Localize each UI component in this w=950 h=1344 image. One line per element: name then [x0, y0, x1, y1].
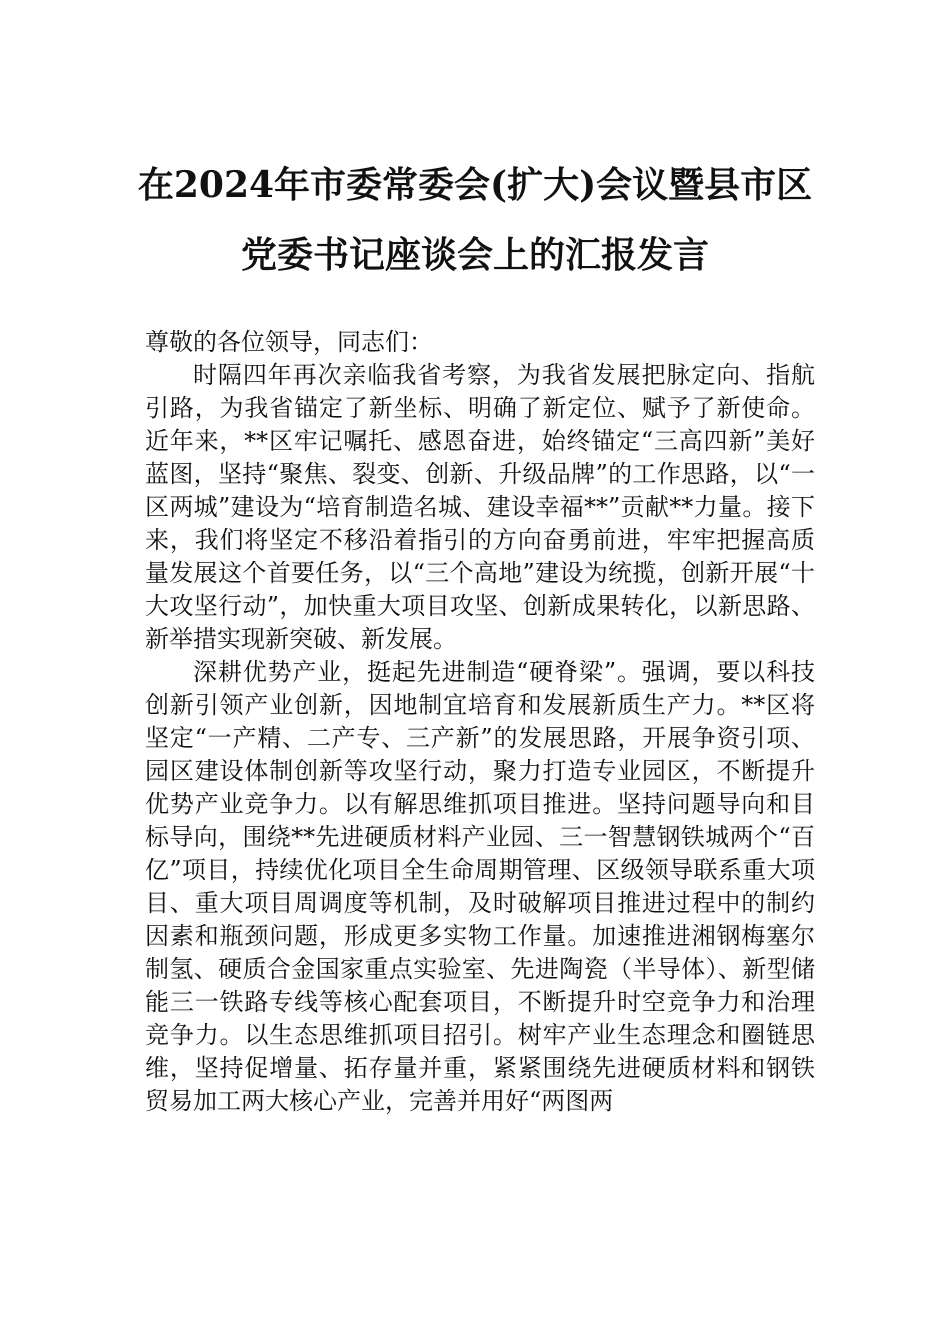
document-body: [145, 326, 815, 1118]
document-title-line-1: 在2024年市委常委会(扩大)会议暨县市区: [137, 164, 813, 206]
paragraph-2: 深耕优势产业，挺起先进制造“硬脊梁”。强调，要以科技创新引领产业创新，因地制宜培育和发展新质生产力。**区将坚定“一产精、二产专、三产新”的发展思路，开展争资引项、园区建设体制创新等攻坚行动，聚力打造专业园区，不断提升优势产业竞争力。以有解思维抓项目推进。坚持问题导向和目标导向，围绕**先进硬质材料产业园、三一智慧钢铁城两个“百亿”项目，持续优化项目全生命周期管理、区级领导联系重大项目、重大项目周调度等机制，及时破解项目推进过程中的制约因素和瓶颈问题，形成更多实物工作量。加速推进湘钢梅塞尔制氢、硬质合金国家重点实验室、先进陶瓷（半导体）、新型储能三一铁路专线等核心配套项目，不断提升时空竞争力和治理竞争力。以生态思维抓项目招引。树牢产业生态理念和圈链思维，坚持促增量、拓存量并重，紧紧围绕先进硬质材料和钢铁贸易加工两大核心产业，完善并用好“两图两: [145, 658, 815, 1115]
paragraph-1: 时隔四年再次亲临我省考察，为我省发展把脉定向、指航引路，为我省锚定了新坐标、明确了新定位、赋予了新使命。近年来，**区牢记嘱托、感恩奋进，始终锚定“三高四新”美好蓝图，坚持“聚焦、裂变、创新、升级品牌”的工作思路，以“一区两城”建设为“培育制造名城、建设幸福**”贡献**力量。接下来，我们将坚定不移沿着指引的方向奋勇前进，牢牢把握高质量发展这个首要任务，以“三个高地”建设为统揽，创新开展“十大攻坚行动”，加快重大项目攻坚、创新成果转化，以新思路、新举措实现新突破、新发展。: [145, 361, 815, 653]
salutation: 尊敬的各位领导，同志们：: [145, 328, 433, 356]
document-title-line-2: 党委书记座谈会上的汇报发言: [240, 234, 709, 276]
